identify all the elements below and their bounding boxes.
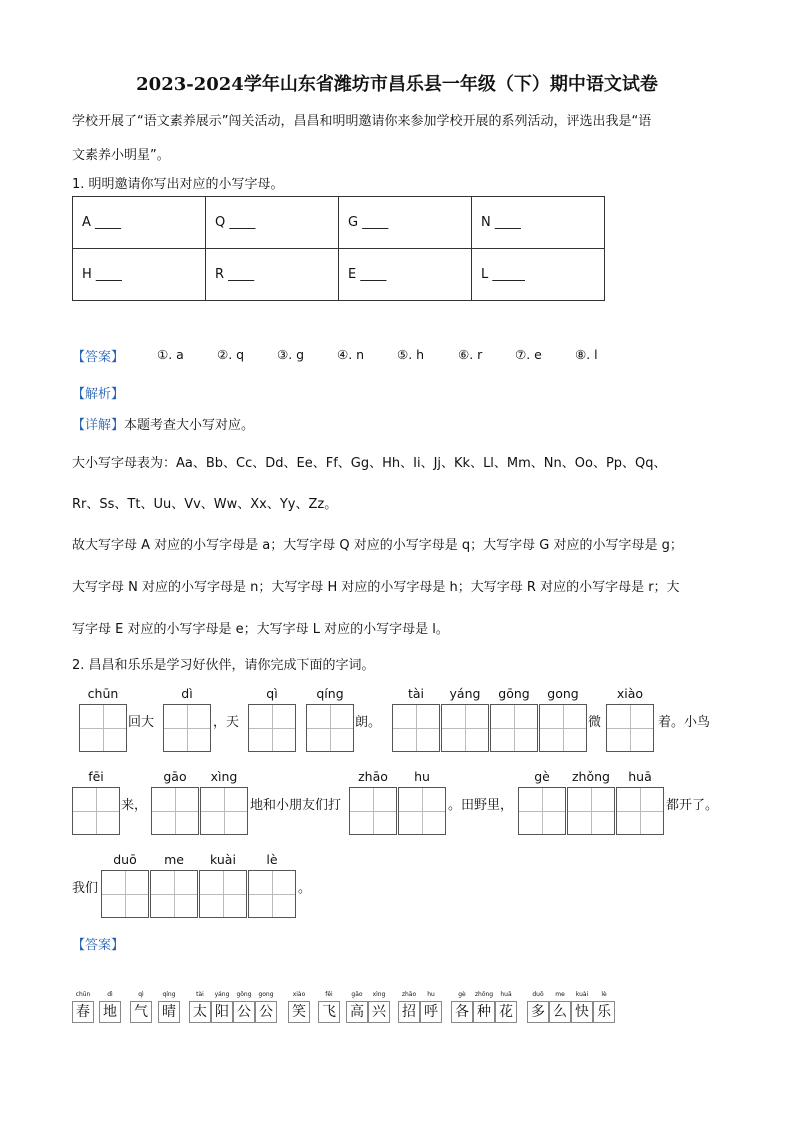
letter-cell[interactable]: E ____ — [339, 249, 472, 301]
pinyin-label: qíng — [316, 686, 344, 701]
sentence-text: 我们 — [72, 881, 99, 896]
character-box[interactable] — [150, 870, 198, 918]
letter-cell[interactable]: N ____ — [472, 197, 605, 249]
pinyin-label: me — [164, 852, 184, 867]
answer-pinyin: xìng — [372, 991, 386, 998]
letter-cell[interactable]: A ____ — [73, 197, 206, 249]
character-box[interactable] — [199, 870, 247, 918]
answer-character: 各 — [451, 1001, 473, 1023]
answer-tag-2: 【答案】 — [72, 938, 125, 953]
q1-answer: ⑧. l — [575, 347, 598, 362]
letter-cell[interactable]: Q ____ — [206, 197, 339, 249]
sentence-text: 来， — [121, 798, 148, 813]
pinyin-label: dì — [181, 686, 193, 701]
pinyin-label: hu — [414, 769, 430, 784]
sentence-text: 地和小朋友们打 — [250, 798, 342, 813]
answer-character: 飞 — [318, 1001, 340, 1023]
analysis-line: 大小写字母表为：Aa、Bb、Cc、Dd、Ee、Ff、Gg、Hh、Ii、Jj、Kk、Ll、Mm、Nn、Oo、Pp、Qq、 — [72, 456, 667, 471]
answer-character: 气 — [130, 1001, 152, 1023]
answer-character: 笑 — [288, 1001, 310, 1023]
answer-character: 高 — [346, 1001, 368, 1023]
detail-line — [72, 414, 254, 433]
analysis-line: Rr、Ss、Tt、Uu、Vv、Ww、Xx、Yy、Zz。 — [72, 497, 338, 512]
question-1-prompt: 1. 明明邀请你写出对应的小写字母。 — [72, 177, 284, 192]
answer-pinyin: qì — [138, 991, 144, 998]
character-box[interactable] — [248, 704, 296, 752]
character-box[interactable] — [200, 787, 248, 835]
answer-character: 么 — [549, 1001, 571, 1023]
answer-pinyin: fēi — [325, 991, 333, 998]
sentence-text: 着。小鸟 — [658, 715, 711, 730]
pinyin-label: kuài — [210, 852, 236, 867]
sentence-text: 微 — [588, 715, 602, 730]
answer-pinyin: gong — [258, 991, 274, 998]
pinyin-label: zhǒng — [572, 769, 610, 784]
character-box[interactable] — [101, 870, 149, 918]
answer-tag: 【答案】 — [72, 350, 125, 365]
character-box[interactable] — [79, 704, 127, 752]
answer-character: 春 — [72, 1001, 94, 1023]
answer-pinyin: gōng — [236, 991, 252, 998]
character-box[interactable] — [151, 787, 199, 835]
answer-pinyin: kuài — [575, 991, 589, 998]
analysis-tag: 【解析】 — [72, 387, 125, 402]
sentence-text: 朗。 — [355, 715, 382, 730]
sentence-text: ，天 — [213, 715, 240, 730]
character-box[interactable] — [567, 787, 615, 835]
answer-pinyin: chūn — [75, 991, 91, 998]
pinyin-label: gōng — [498, 686, 530, 701]
answer-character: 种 — [473, 1001, 495, 1023]
pinyin-label: huā — [628, 769, 652, 784]
q1-answer: ⑦. e — [515, 347, 542, 362]
intro-line-1: 学校开展了“语文素养展示”闯关活动，昌昌和明明邀请你来参加学校开展的系列活动，评选出我是“语 — [72, 114, 652, 129]
detail-text: 本题考查大小写对应。 — [124, 418, 255, 433]
answer-character: 地 — [99, 1001, 121, 1023]
pinyin-label: chūn — [87, 686, 119, 701]
character-box[interactable] — [349, 787, 397, 835]
pinyin-label: qì — [266, 686, 278, 701]
q1-answer: ③. g — [277, 347, 305, 362]
character-box[interactable] — [163, 704, 211, 752]
pinyin-label: xiào — [616, 686, 644, 701]
q1-answer: ⑤. h — [397, 347, 425, 362]
character-box[interactable] — [490, 704, 538, 752]
pinyin-label: gè — [534, 769, 550, 784]
q1-answer: ④. n — [337, 347, 365, 362]
detail-tag: 【详解】 — [72, 418, 125, 433]
character-box[interactable] — [441, 704, 489, 752]
intro-line-2: 文素养小明星”。 — [72, 148, 170, 163]
page-title: 2023-2024学年山东省潍坊市昌乐县一年级（下）期中语文试卷 — [136, 74, 658, 95]
answer-pinyin: dì — [107, 991, 113, 998]
answer-character: 公 — [233, 1001, 255, 1023]
pinyin-label: xìng — [210, 769, 238, 784]
pinyin-label: lè — [266, 852, 278, 867]
answer-character: 招 — [398, 1001, 420, 1023]
character-box[interactable] — [248, 870, 296, 918]
answer-pinyin: zhǒng — [474, 991, 494, 998]
pinyin-label: fēi — [88, 769, 104, 784]
analysis-line: 写字母 E 对应的小写字母是 e；大写字母 L 对应的小写字母是 l。 — [72, 622, 449, 637]
sentence-text: 。田野里， — [448, 798, 514, 813]
answer-pinyin: duō — [532, 991, 544, 998]
answer-character: 公 — [255, 1001, 277, 1023]
pinyin-label: gong — [547, 686, 579, 701]
answer-pinyin: zhāo — [401, 991, 417, 998]
pinyin-label: gāo — [163, 769, 187, 784]
table-row — [73, 197, 605, 249]
answer-pinyin: gāo — [351, 991, 363, 998]
pinyin-label: yáng — [449, 686, 481, 701]
sentence-text: 都开了。 — [666, 798, 719, 813]
character-box[interactable] — [616, 787, 664, 835]
answer-pinyin: qíng — [162, 991, 176, 998]
letter-cell[interactable]: R ____ — [206, 249, 339, 301]
character-box[interactable] — [539, 704, 587, 752]
letter-cell[interactable]: L _____ — [472, 249, 605, 301]
letter-cell[interactable]: H ____ — [73, 249, 206, 301]
answer-pinyin: hu — [427, 991, 435, 998]
answer-pinyin: huā — [500, 991, 512, 998]
pinyin-label: zhāo — [358, 769, 388, 784]
q1-answer: ②. q — [217, 347, 245, 362]
pinyin-label: duō — [113, 852, 137, 867]
answer-pinyin: gè — [458, 991, 466, 998]
character-box[interactable] — [518, 787, 566, 835]
letter-table — [72, 196, 605, 301]
question-2-prompt: 2. 昌昌和乐乐是学习好伙伴，请你完成下面的字词。 — [72, 658, 375, 673]
answer-pinyin: tài — [196, 991, 204, 998]
letter-cell[interactable]: G ____ — [339, 197, 472, 249]
answer-character: 快 — [571, 1001, 593, 1023]
q1-answer: ⑥. r — [458, 347, 483, 362]
sentence-text: 。 — [298, 881, 312, 896]
answer-character: 花 — [495, 1001, 517, 1023]
answer-character: 太 — [189, 1001, 211, 1023]
character-box[interactable] — [606, 704, 654, 752]
character-box[interactable] — [398, 787, 446, 835]
answer-character: 乐 — [593, 1001, 615, 1023]
pinyin-label: tài — [407, 686, 425, 701]
answer-character: 晴 — [158, 1001, 180, 1023]
answer-pinyin: xiào — [292, 991, 306, 998]
answer-pinyin: me — [555, 991, 565, 998]
answer-pinyin: lè — [601, 991, 607, 998]
answer-character: 呼 — [420, 1001, 442, 1023]
character-box[interactable] — [306, 704, 354, 752]
answer-character: 阳 — [211, 1001, 233, 1023]
character-box[interactable] — [72, 787, 120, 835]
answer-pinyin: yáng — [214, 991, 230, 998]
sentence-text: 回大 — [128, 715, 155, 730]
answer-character: 多 — [527, 1001, 549, 1023]
analysis-line: 大写字母 N 对应的小写字母是 n；大写字母 H 对应的小写字母是 h；大写字母 R 对应的小写字母是 r；大 — [72, 580, 680, 595]
character-box[interactable] — [392, 704, 440, 752]
q1-answer: ①. a — [157, 347, 184, 362]
analysis-line: 故大写字母 A 对应的小写字母是 a；大写字母 Q 对应的小写字母是 q；大写字母 G 对应的小写字母是 g； — [72, 538, 683, 553]
answer-character: 兴 — [368, 1001, 390, 1023]
table-row — [73, 249, 605, 301]
